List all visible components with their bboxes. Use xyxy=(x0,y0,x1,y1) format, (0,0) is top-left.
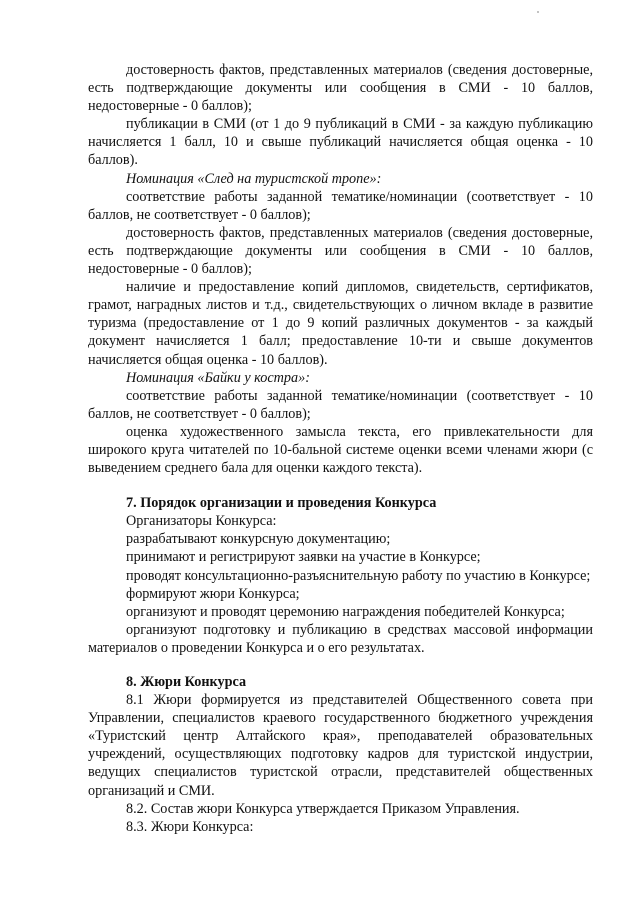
section-heading-7: 7. Порядок организации и проведения Конкурса xyxy=(126,495,437,512)
section-paragraph: 8.1 Жюри формируется из представителей Общественного совета при Управлении, специалистов краевого государственного бюджетного учреждения «Туристский центр Алтайского края», преподавателей образовательных учреждений, осуществляющих подготовку кадров для туристской индустрии, ведущих специалистов туристской отрасли, представителей общественных организаций и СМИ. xyxy=(88,692,593,799)
criterion-paragraph: достоверность фактов, представленных материалов (сведения достоверные, есть подтверждающие документы или сообщения в СМИ - 10 баллов, недостоверные - 0 баллов); xyxy=(88,224,593,278)
section-paragraph: 8.2. Состав жюри Конкурса утверждается Приказом Управления. xyxy=(126,800,520,817)
list-item: формируют жюри Конкурса; xyxy=(126,585,300,602)
criterion-paragraph: соответствие работы заданной тематике/номинации (соответствует - 10 баллов, не соответствует - 0 баллов); xyxy=(88,387,593,422)
list-item: принимают и регистрируют заявки на участие в Конкурсе; xyxy=(126,549,481,566)
list-item: проводят консультационно-разъяснительную работу по участию в Конкурсе; xyxy=(126,567,591,584)
list-item: организуют и проводят церемонию награждения победителей Конкурса; xyxy=(126,603,565,620)
section-heading-8: 8. Жюри Конкурса xyxy=(126,674,247,690)
section-paragraph: Организаторы Конкурса: xyxy=(126,513,277,530)
nomination-heading: Номинация «След на туристской тропе»: xyxy=(126,170,382,187)
criterion-paragraph: оценка художественного замысла текста, его привлекательности для широкого круга читателей по 10-бальной системе оценки всеми членами жюри (с выведением среднего бала для оценки каждого текста). xyxy=(88,423,593,477)
list-item: организуют подготовку и публикацию в средствах массовой информации материалов о проведении Конкурса и о его результатах. xyxy=(88,621,593,656)
criterion-paragraph: публикации в СМИ (от 1 до 9 публикаций в СМИ - за каждую публикацию начисляется 1 балл, 10 и свыше публикаций начисляется общая оценка - 10 баллов). xyxy=(88,116,593,169)
criterion-paragraph: наличие и предоставление копий дипломов, свидетельств, сертификатов, грамот, наградных листов и т.д., свидетельствующих о личном вкладе в развитие туризма (предоставление от 1 до 9 копий различных документов - за каждый документ начисляется 1 балл; предоставление 10-ти и свыше документов начисляется общая оценка - 10 баллов). xyxy=(88,279,593,368)
section-paragraph: 8.3. Жюри Конкурса: xyxy=(126,818,254,835)
list-item: разрабатывают конкурсную документацию; xyxy=(126,531,391,548)
nomination-heading: Номинация «Байки у костра»: xyxy=(126,369,310,386)
criterion-paragraph: соответствие работы заданной тематике/номинации (соответствует - 10 баллов, не соответствует - 0 баллов); xyxy=(88,188,593,223)
document-body xyxy=(88,61,593,836)
criterion-paragraph: достоверность фактов, представленных материалов (сведения достоверные, есть подтверждающие документы или сообщения в СМИ - 10 баллов, недостоверные - 0 баллов); xyxy=(88,62,593,115)
scan-artifact-dot xyxy=(537,11,539,13)
